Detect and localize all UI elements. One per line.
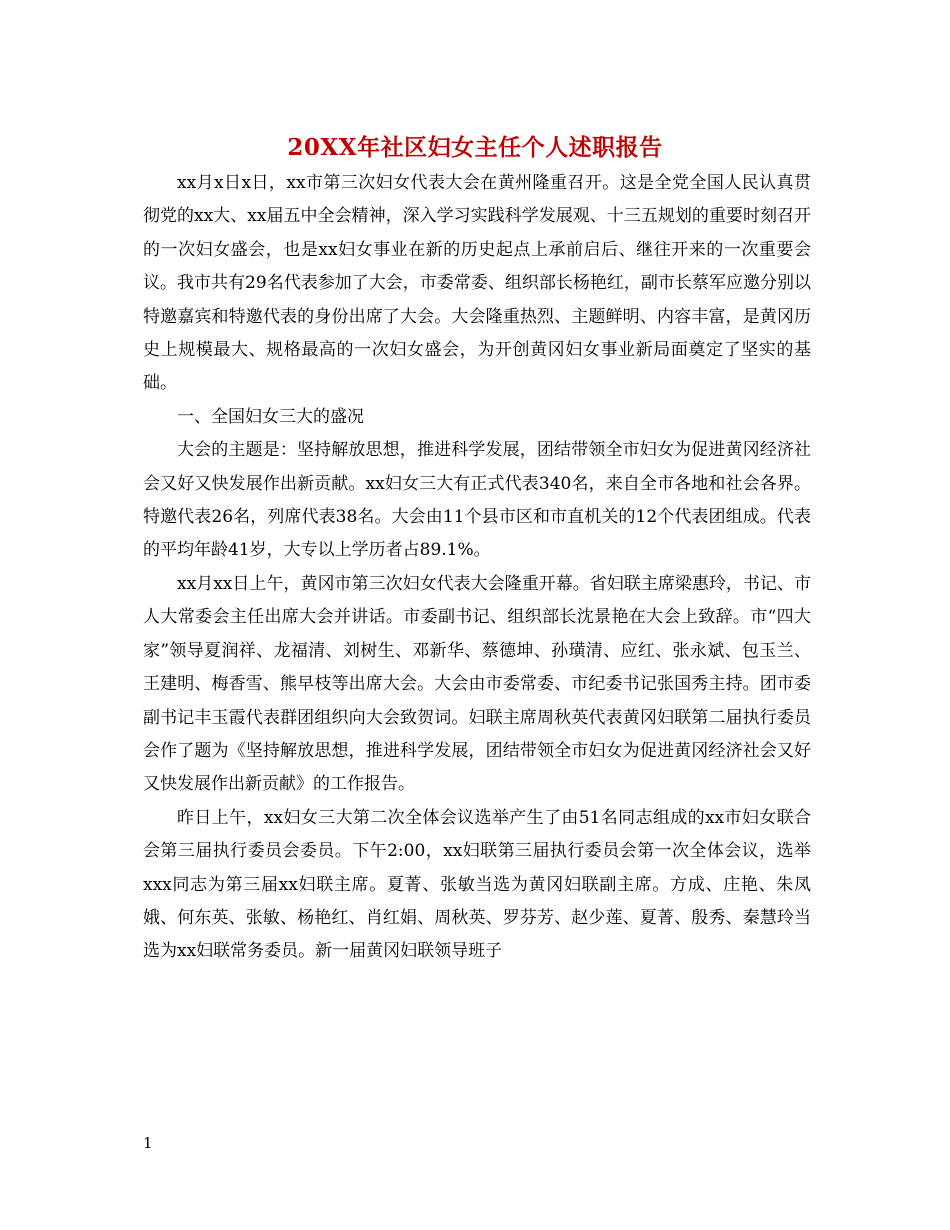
section-heading: 一、全国妇女三大的盛况 (177, 406, 364, 427)
paragraph-opening: xx月xx日上午，黄冈市第三次妇女代表大会隆重开幕。省妇联主席梁惠玲，书记、市人大常委会主任出席大会并讲话。市委副书记、组织部长沈景艳在大会上致辞。市“四大家”领导夏润祥、龙福清、刘树生、邓新华、蔡德坤、孙璜清、应红、张永斌、包玉兰、王建明、梅香雪、熊早枝等出席大会。大会由市委常委、市纪委书记张国秀主持。团市委副书记丰玉霞代表群团组织向大会致贺词。妇联主席周秋英代表黄冈妇联第二届执行委员会作了题为《坚持解放思想，推进科学发展，团结带领全市妇女为促进黄冈经济社会又好又快发展作出新贡献》的工作报告。 (143, 573, 811, 795)
page-number: 1 (143, 1134, 153, 1152)
paragraph-intro: xx月x日x日，xx市第三次妇女代表大会在黄州隆重召开。这是全党全国人民认真贯彻党的xx大、xx届五中全会精神，深入学习实践科学发展观、十三五规划的重要时刻召开的一次妇女盛会，也是xx妇女事业在新的历史起点上承前启后、继往开来的一次重要会议。我市共有29名代表参加了大会，市委常委、组织部长杨艳红，副市长蔡军应邀分别以特邀嘉宾和特邀代表的身份出席了大会。大会隆重热烈、主题鲜明、内容丰富，是黄冈历史上规模最大、规格最高的一次妇女盛会，为开创黄冈妇女事业新局面奠定了坚实的基础。 (143, 173, 811, 394)
paragraph-election: 昨日上午，xx妇女三大第二次全体会议选举产生了由51名同志组成的xx市妇女联合会第三届执行委员会委员。下午2:00，xx妇联第三届执行委员会第一次全体会议，选举xxx同志为第三届xx妇联主席。夏菁、张敏当选为黄冈妇联副主席。方成、庄艳、朱凤娥、何东英、张敏、杨艳红、肖红娟、周秋英、罗芬芳、赵少莲、夏菁、殷秀、秦慧玲当选为xx妇联常务委员。新一届黄冈妇联领导班子 (143, 807, 811, 962)
document-body (143, 167, 811, 969)
document-title: 20XX年社区妇女主任个人述职报告 (287, 134, 663, 161)
paragraph-theme: 大会的主题是：坚持解放思想，推进科学发展，团结带领全市妇女为促进黄冈经济社会又好又快发展作出新贡献。xx妇女三大有正式代表340名，来自全市各地和社会各界。特邀代表26名，列席代表38名。大会由11个县市区和市直机关的12个代表团组成。代表的平均年龄41岁，大专以上学历者占89.1%。 (143, 440, 811, 561)
